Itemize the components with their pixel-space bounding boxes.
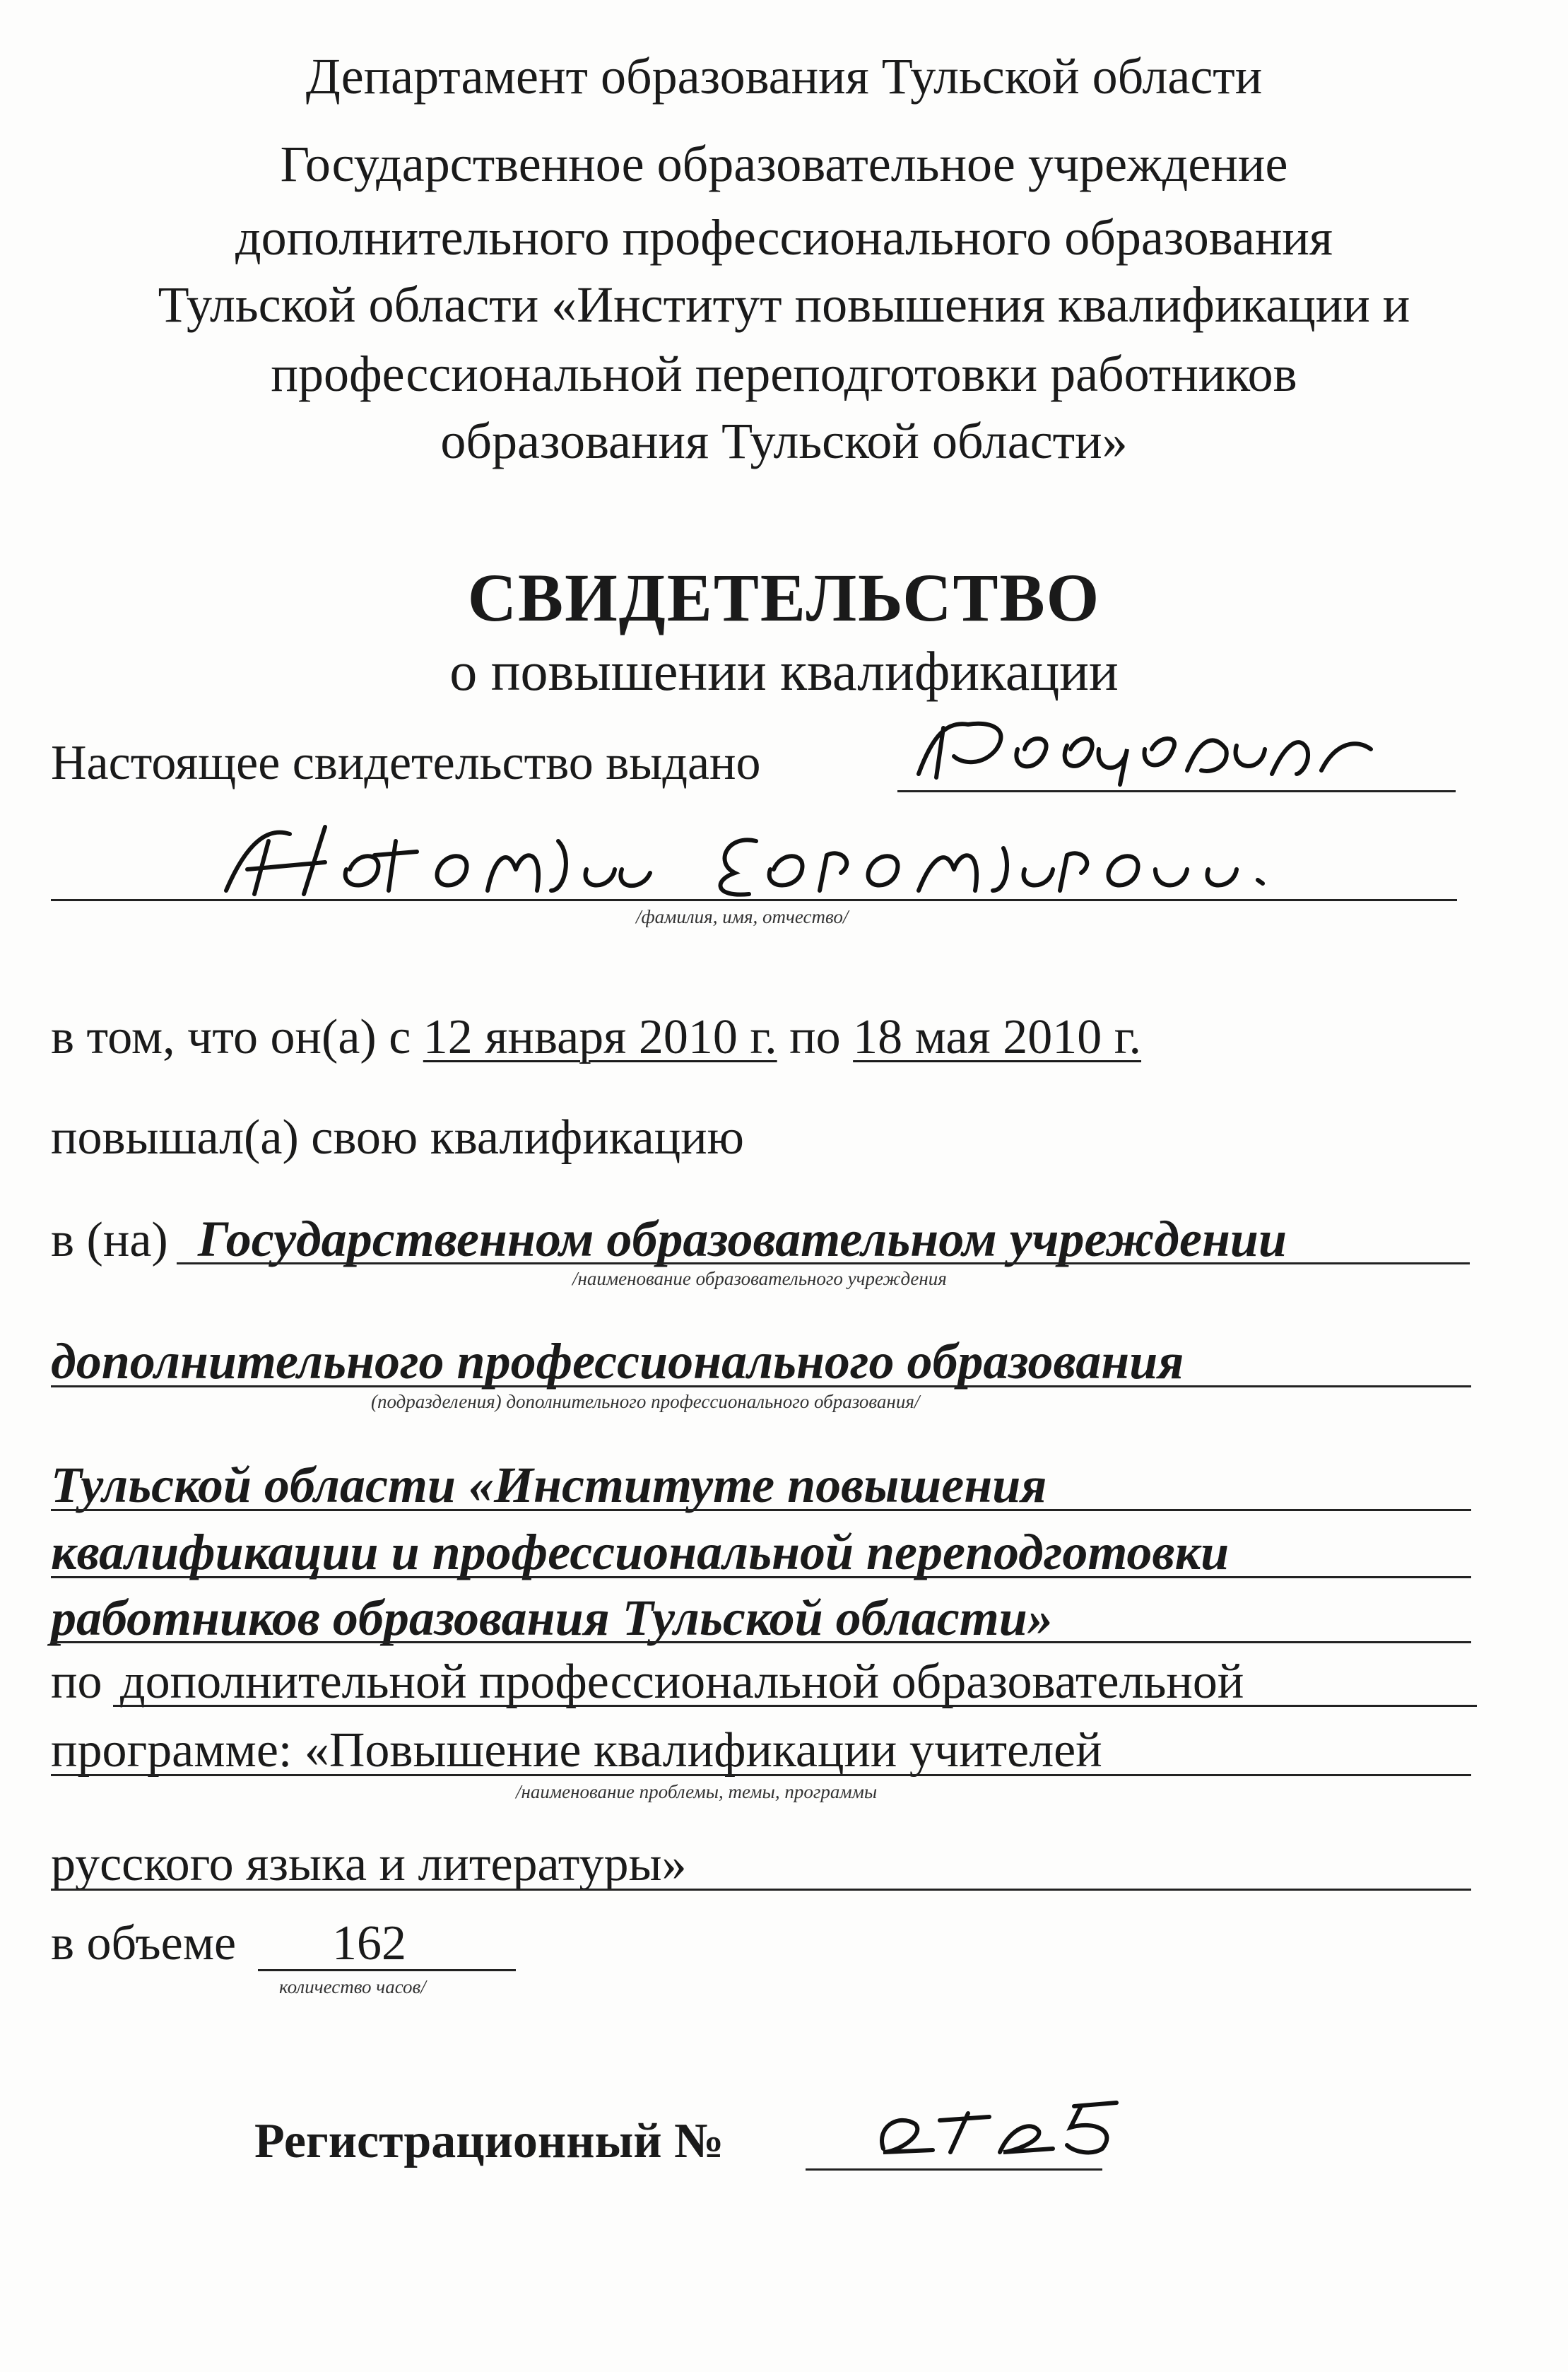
institution-underline bbox=[177, 1262, 1470, 1264]
handwritten-given-name bbox=[205, 813, 1406, 905]
certificate-subtitle: о повышении квалификации bbox=[449, 640, 1119, 702]
institution-header-line: дополнительного профессионального образования bbox=[235, 209, 1333, 266]
handwritten-surname bbox=[904, 707, 1399, 792]
qualified-text: повышал(а) свою квалификацию bbox=[51, 1110, 744, 1165]
institution-line: квалификации и профессиональной переподготовки bbox=[51, 1524, 1230, 1580]
date-from: 12 января 2010 г. bbox=[423, 1010, 777, 1064]
program-underline bbox=[51, 1774, 1471, 1776]
department-name: Департамент образования Тульской области bbox=[305, 48, 1263, 105]
registration-label: Регистрационный № bbox=[254, 2114, 724, 2168]
division-caption: (подразделения) дополнительного профессионального образования/ bbox=[371, 1391, 920, 1412]
name-underline bbox=[51, 899, 1457, 901]
date-to: 18 мая 2010 г. bbox=[853, 1010, 1142, 1064]
institution-underline bbox=[51, 1641, 1471, 1643]
program-underline bbox=[113, 1705, 1477, 1707]
certificate-title: СВИДЕТЕЛЬСТВО bbox=[467, 560, 1101, 635]
period-prefix: в том, что он(а) с bbox=[51, 1010, 411, 1064]
issued-to-label: Настоящее свидетельство выдано bbox=[51, 736, 761, 790]
volume-underline bbox=[258, 1969, 516, 1971]
institution-caption: /наименование образовательного учреждения bbox=[572, 1268, 947, 1289]
institution-underline bbox=[51, 1509, 1471, 1511]
name-caption: /фамилия, имя, отчество/ bbox=[636, 906, 849, 927]
institution-line: работников образования Тульской области» bbox=[51, 1590, 1053, 1646]
institution-prefix: в (на) bbox=[51, 1213, 168, 1267]
institution-line: Государственном образовательном учреждении bbox=[198, 1211, 1287, 1267]
institution-header-line: профессиональной переподготовки работников bbox=[271, 346, 1297, 402]
institution-header-line: Государственное образовательное учреждение bbox=[280, 136, 1288, 192]
volume-value: 162 bbox=[332, 1916, 406, 1971]
institution-header-line: образования Тульской области» bbox=[440, 413, 1128, 469]
institution-line: дополнительного профессионального образования bbox=[51, 1333, 1184, 1390]
institution-line: Тульской области «Институте повышения bbox=[51, 1457, 1047, 1513]
handwritten-registration-number bbox=[869, 2085, 1138, 2163]
volume-label: в объеме bbox=[51, 1916, 237, 1971]
program-line: программе: «Повышение квалификации учителей bbox=[51, 1723, 1102, 1778]
program-caption: /наименование проблемы, темы, программы bbox=[516, 1781, 878, 1802]
registration-underline bbox=[806, 2168, 1102, 2171]
institution-header-line: Тульской области «Институт повышения квалификации и bbox=[158, 276, 1410, 333]
institution-underline bbox=[51, 1385, 1471, 1387]
program-prefix: по bbox=[51, 1655, 102, 1709]
period-row bbox=[51, 1009, 1141, 1066]
volume-caption: количество часов/ bbox=[279, 1976, 426, 1997]
institution-underline bbox=[51, 1576, 1471, 1578]
program-underline bbox=[51, 1889, 1471, 1891]
program-line: дополнительной профессиональной образовательной bbox=[120, 1655, 1244, 1709]
program-line: русского языка и литературы» bbox=[51, 1837, 687, 1891]
period-mid: по bbox=[789, 1010, 841, 1064]
